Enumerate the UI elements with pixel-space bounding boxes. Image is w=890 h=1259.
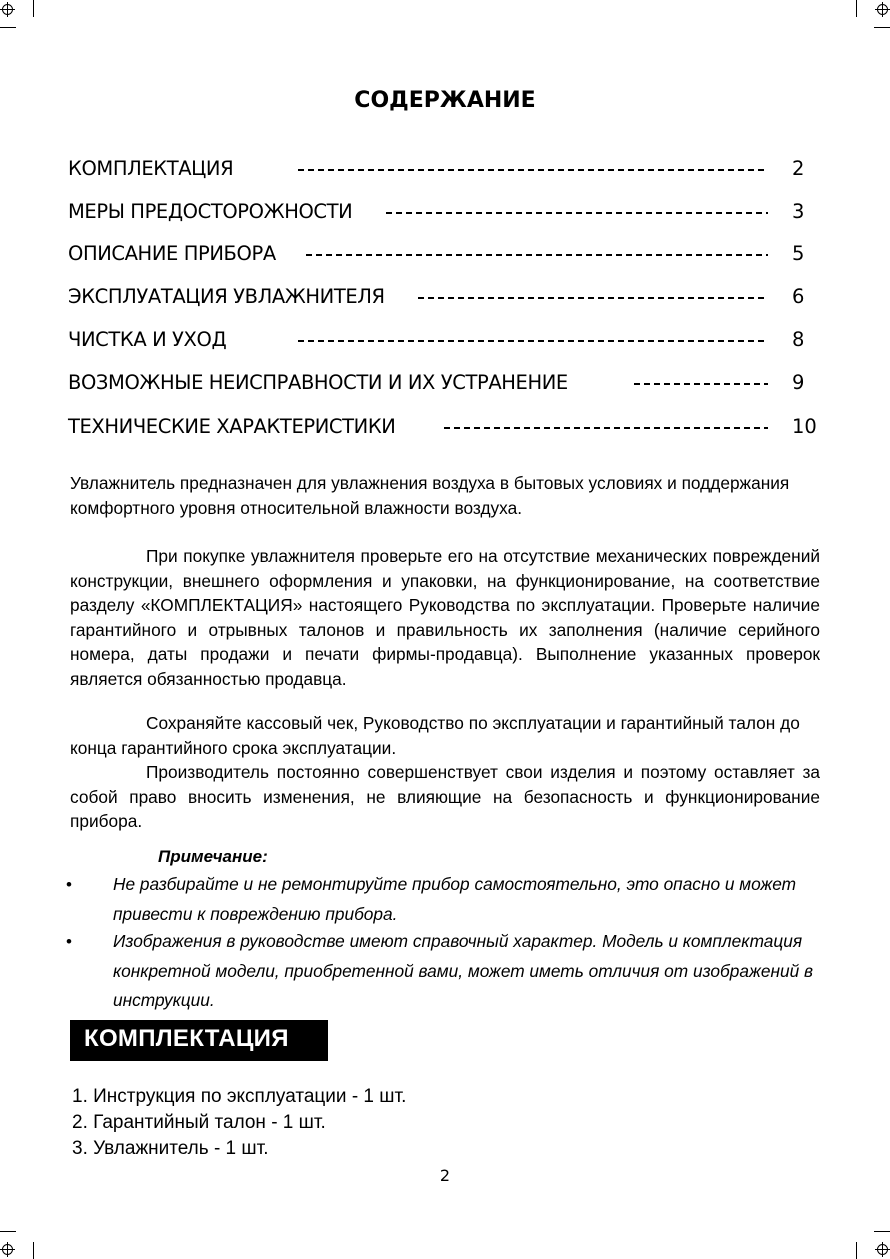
section-heading-box [70, 1020, 328, 1061]
toc-entry-label: ТЕХНИЧЕСКИЕ ХАРАКТЕРИСТИКИ [68, 415, 396, 438]
registration-mark-icon [0, 2, 15, 17]
toc-entry-page: 9 [792, 371, 805, 394]
toc-entry-label: ОПИСАНИЕ ПРИБОРА [68, 242, 276, 265]
intro-paragraph: Увлажнитель предназначен для увлажнения воздуха в бытовых условиях и поддержания комфортного уровня относительной влажности воздуха. [70, 473, 790, 518]
registration-mark-icon [0, 1242, 15, 1257]
toc-entry-opisanie[interactable] [68, 240, 820, 270]
registration-mark-icon [875, 1242, 890, 1257]
toc-entry-harakteristiki[interactable] [68, 413, 820, 443]
registration-mark-icon [875, 2, 890, 17]
toc-leader-dots [634, 383, 768, 385]
toc-leader-dots [298, 169, 768, 171]
toc-title: СОДЕРЖАНИЕ [354, 88, 536, 113]
kit-list-item: 3. Увлажнитель - 1 шт. [72, 1138, 269, 1159]
note-heading: Примечание: [158, 847, 268, 866]
toc-entry-label: ЭКСПЛУАТАЦИЯ УВЛАЖНИТЕЛЯ [68, 285, 385, 308]
note-item-text: Изображения в руководстве имеют справочный характер. Модель и комплектация конкретной модели, приобретенной вами, может иметь отличия от изображений в инструкции. [113, 931, 814, 1010]
bullet-icon: • [66, 932, 72, 951]
toc-entry-page: 2 [792, 157, 805, 180]
toc-entry-page: 8 [792, 328, 805, 351]
toc-entry-ekspluataciya[interactable] [68, 283, 820, 313]
toc-entry-label: КОМПЛЕКТАЦИЯ [68, 157, 234, 180]
toc-entry-komplektaciya[interactable] [68, 155, 820, 185]
toc-entry-page: 10 [792, 415, 817, 438]
bullet-icon: • [66, 875, 72, 894]
manufacturer-paragraph: Производитель постоянно совершенствует свои изделия и поэтому оставляет за собой право вносить изменения, не влияющие на безопасность и функционирование прибора. [70, 762, 820, 831]
toc-entry-neispravnosti[interactable] [68, 369, 820, 399]
page-number: 2 [439, 1166, 451, 1185]
toc-leader-dots [444, 427, 768, 429]
toc-leader-dots [306, 254, 768, 256]
section-title: КОМПЛЕКТАЦИЯ [84, 1025, 289, 1052]
toc-leader-dots [298, 340, 768, 342]
toc-entry-page: 6 [792, 285, 805, 308]
kit-list-item: 1. Инструкция по эксплуатации - 1 шт. [72, 1086, 407, 1107]
toc-leader-dots [386, 212, 768, 214]
toc-entry-mery[interactable] [68, 198, 820, 228]
toc-entry-chistka[interactable] [68, 326, 820, 356]
note-item-text: Не разбирайте и не ремонтируйте прибор самостоятельно, это опасно и может привести к повреждению прибора. [113, 874, 797, 924]
receipt-paragraph: Сохраняйте кассовый чек, Руководство по эксплуатации и гарантийный талон до конца гарантийного срока эксплуатации. [70, 713, 800, 758]
kit-list-item: 2. Гарантийный талон - 1 шт. [72, 1112, 326, 1133]
toc-entry-page: 3 [792, 200, 805, 223]
toc-entry-page: 5 [792, 242, 805, 265]
toc-entry-label: ВОЗМОЖНЫЕ НЕИСПРАВНОСТИ И ИХ УСТРАНЕНИЕ [68, 371, 568, 394]
toc-entry-label: ЧИСТКА И УХОД [68, 328, 227, 351]
purchase-check-paragraph: При покупке увлажнителя проверьте его на отсутствие механических повреждений конструкции, внешнего оформления и упаковки, на функционирование, на соответствие разделу «КОМПЛЕКТАЦИЯ» настоящего Руководства по эксплуатации. Проверьте наличие гарантийного и отрывных талонов и правильность их заполнения (наличие серийного номера, даты продажи и печати фирмы-продавца). Выполнение указанных проверок является обязанностью продавца. [70, 546, 820, 689]
toc-leader-dots [418, 297, 768, 299]
toc-entry-label: МЕРЫ ПРЕДОСТОРОЖНОСТИ [68, 200, 353, 223]
